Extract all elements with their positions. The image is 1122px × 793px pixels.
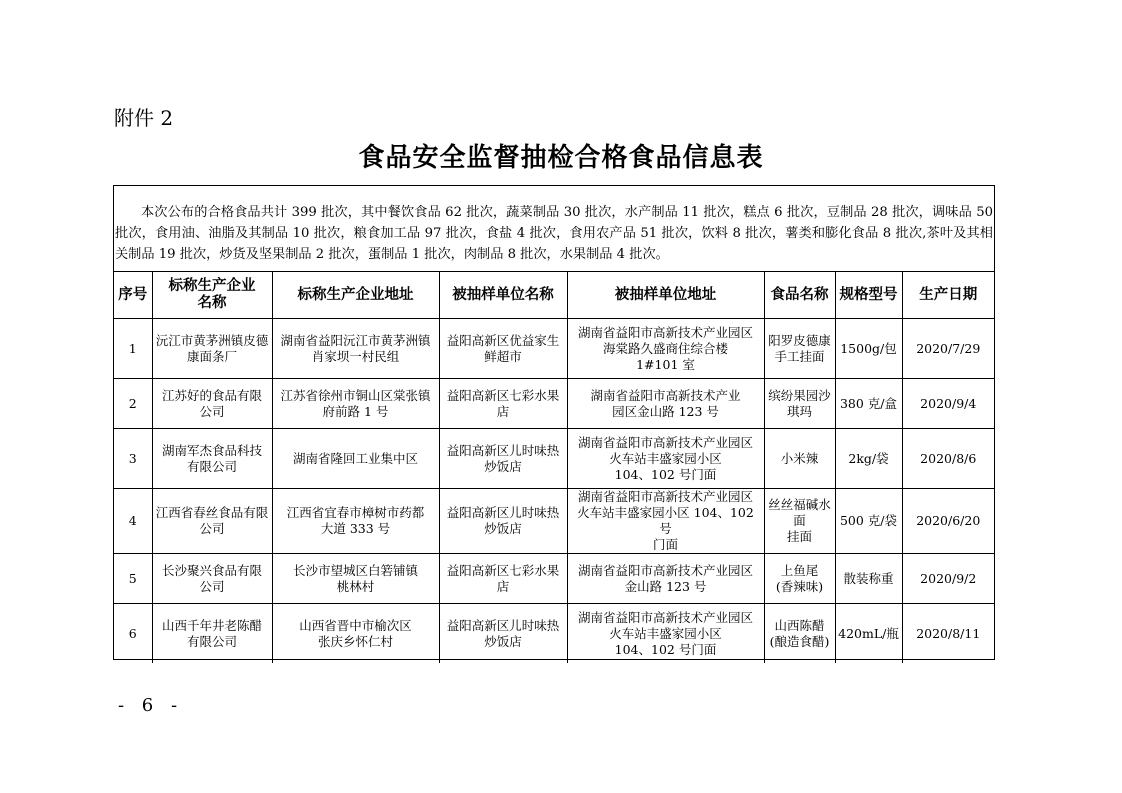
cell-food: 山西陈醋 (酿造食醋)	[764, 604, 835, 664]
cell-sampled-address: 湖南省益阳市高新技术产业园区 火车站丰盛家园小区 104、102 号 门面	[567, 489, 764, 554]
column-header-food: 食品名称	[764, 272, 835, 319]
table-row	[114, 489, 994, 554]
cell-producer: 江苏好的食品有限 公司	[152, 379, 272, 429]
cell-sampled-unit: 益阳高新区七彩水果 店	[439, 379, 567, 429]
column-header-sampled-unit: 被抽样单位名称	[439, 272, 567, 319]
cell-spec: 散装称重	[835, 554, 902, 604]
cell-spec: 500 克/袋	[835, 489, 902, 554]
cell-producer: 长沙聚兴食品有限 公司	[152, 554, 272, 604]
cell-food: 丝丝福碱水 面 挂面	[764, 489, 835, 554]
cell-producer: 江西省春丝食品有限 公司	[152, 489, 272, 554]
cell-producer-address: 江苏省徐州市铜山区棠张镇 府前路 1 号	[272, 379, 439, 429]
column-header-no: 序号	[114, 272, 152, 319]
cell-date: 2020/6/20	[902, 489, 994, 554]
cell-sampled-unit: 益阳高新区儿时味热 炒饭店	[439, 489, 567, 554]
cell-sampled-address: 湖南省益阳市高新技术产业园区 火车站丰盛家园小区 104、102 号门面	[567, 604, 764, 664]
cell-spec: 1500g/包	[835, 319, 902, 379]
cell-no: 5	[114, 554, 152, 604]
cell-no: 6	[114, 604, 152, 664]
cell-producer: 湖南军杰食品科技 有限公司	[152, 429, 272, 489]
table-row	[114, 429, 994, 489]
table-row	[114, 604, 994, 664]
cell-no: 2	[114, 379, 152, 429]
cell-producer: 沅江市黄茅洲镇皮德 康面条厂	[152, 319, 272, 379]
table-row	[114, 319, 994, 379]
cell-sampled-unit: 益阳高新区儿时味热 炒饭店	[439, 429, 567, 489]
column-header-date: 生产日期	[902, 272, 994, 319]
info-table-frame	[113, 185, 995, 660]
cell-no: 3	[114, 429, 152, 489]
page-number: - 6 -	[118, 695, 184, 716]
cell-sampled-address: 湖南省益阳市高新技术产业 园区金山路 123 号	[567, 379, 764, 429]
cell-no: 1	[114, 319, 152, 379]
column-header-spec: 规格型号	[835, 272, 902, 319]
table-row	[114, 379, 994, 429]
column-header-producer-address: 标称生产企业地址	[272, 272, 439, 319]
cell-sampled-address: 湖南省益阳市高新技术产业园区 金山路 123 号	[567, 554, 764, 604]
cell-sampled-address: 湖南省益阳市高新技术产业园区 火车站丰盛家园小区 104、102 号门面	[567, 429, 764, 489]
cell-sampled-address: 湖南省益阳市高新技术产业园区 海棠路久盛商住综合楼 1#101 室	[567, 319, 764, 379]
cell-date: 2020/8/6	[902, 429, 994, 489]
cell-sampled-unit: 益阳高新区儿时味热 炒饭店	[439, 604, 567, 664]
cell-date: 2020/9/4	[902, 379, 994, 429]
cell-spec: 420mL/瓶	[835, 604, 902, 664]
cell-producer-address: 江西省宜春市樟树市药都 大道 333 号	[272, 489, 439, 554]
cell-food: 缤纷果园沙 琪玛	[764, 379, 835, 429]
column-header-sampled-address: 被抽样单位地址	[567, 272, 764, 319]
cell-food: 上鱼尾 (香辣味)	[764, 554, 835, 604]
cell-producer-address: 山西省晋中市榆次区 张庆乡怀仁村	[272, 604, 439, 664]
attachment-label: 附件 2	[114, 106, 174, 130]
food-info-table	[114, 272, 994, 663]
cell-sampled-unit: 益阳高新区七彩水果 店	[439, 554, 567, 604]
cell-no: 4	[114, 489, 152, 554]
cell-producer-address: 长沙市望城区白箬铺镇 桃林村	[272, 554, 439, 604]
cell-date: 2020/8/11	[916, 625, 981, 641]
cell-producer-address: 湖南省隆回工业集中区	[272, 429, 439, 489]
page-title: 食品安全监督抽检合格食品信息表	[358, 143, 764, 173]
cell-date: 2020/9/2	[902, 554, 994, 604]
table-header-row	[114, 272, 994, 319]
cell-spec: 2kg/袋	[835, 429, 902, 489]
cell-food: 阳罗皮德康 手工挂面	[764, 319, 835, 379]
summary-paragraph: 本次公布的合格食品共计 399 批次，其中餐饮食品 62 批次，蔬菜制品 30 批次，水产制品 11 批次，糕点 6 批次，豆制品 28 批次，调味品 50 批次，食用油、油脂及其制品 10 批次，粮食加工品 97 批次，食盐 4 批次，食用农产品 51 批次，饮料 8 批次，薯类和膨化食品 8 批次,茶叶及其相关制品 19 批次，炒货及坚果制品 2 批次，蛋制品 1 批次，肉制品 8 批次，水果制品 4 批次。	[114, 186, 994, 272]
table-row	[114, 554, 994, 604]
cell-spec: 380 克/盒	[835, 379, 902, 429]
cell-producer-address: 湖南省益阳沅江市黄茅洲镇 肖家坝一村民组	[272, 319, 439, 379]
column-header-producer: 标称生产企业 名称	[152, 272, 272, 319]
cell-date: 2020/7/29	[902, 319, 994, 379]
cell-producer: 山西千年井老陈醋 有限公司	[152, 604, 272, 664]
cell-food: 小米辣	[764, 429, 835, 489]
cell-sampled-unit: 益阳高新区优益家生 鲜超市	[439, 319, 567, 379]
